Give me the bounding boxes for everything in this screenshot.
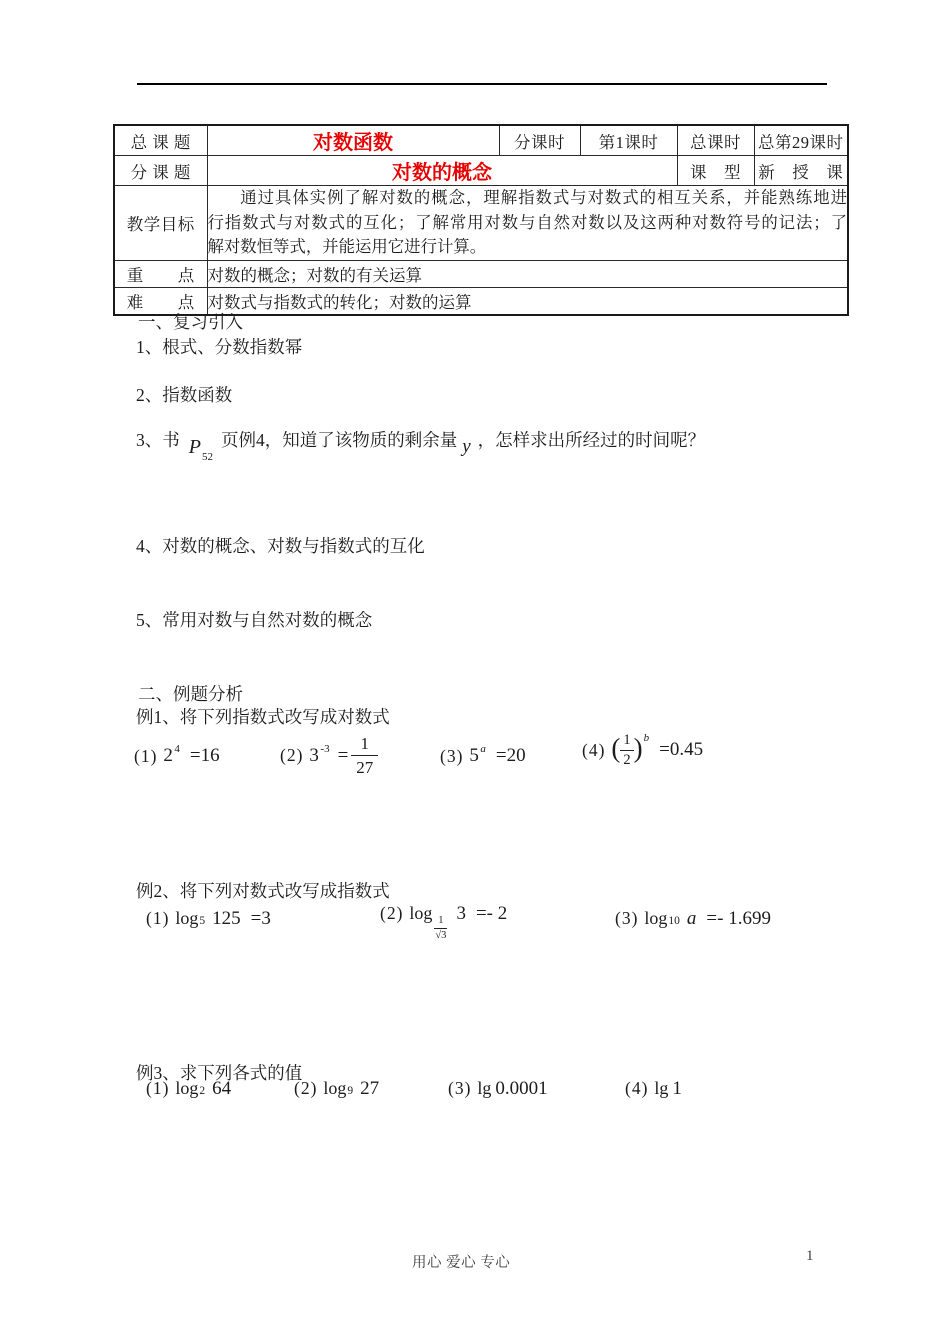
log-base: 9 — [347, 1085, 354, 1097]
table-row — [114, 186, 848, 261]
right-paren: ) — [633, 732, 643, 763]
right-hand-side: =16 — [189, 745, 220, 766]
example-2-title: 例2、将下列对数式改写成指数式 — [136, 881, 390, 901]
denominator: 27 — [351, 755, 378, 776]
argument: 125 — [212, 908, 241, 929]
variable-y: y — [462, 436, 471, 457]
argument: 27 — [360, 1078, 380, 1099]
base: 3 — [309, 744, 319, 766]
formula-ex1-3 — [440, 745, 526, 767]
footer-motto: 用心 爱心 专心 — [412, 1255, 511, 1271]
log-base: 2 — [199, 1085, 206, 1097]
log-function: log — [323, 1078, 347, 1098]
log-function: log — [644, 908, 668, 928]
right-hand-side: =- 1.699 — [706, 908, 771, 929]
total-topic-value: 对数函数 — [207, 125, 499, 156]
table-row — [114, 125, 848, 156]
log-base: 5 — [199, 915, 206, 927]
formula-ex1-1 — [134, 745, 220, 767]
difficulty-text: 对数式与指数式的转化；对数的运算 — [207, 288, 848, 315]
numerator: 1 — [438, 915, 444, 926]
right-hand-side: =0.45 — [659, 739, 704, 760]
item3-text-post: ，怎样求出所经过的时间呢？ — [477, 430, 706, 450]
formula-ex3-2 — [294, 1078, 379, 1100]
review-item-4: 4、对数的概念、对数与指数式的互化 — [136, 536, 425, 556]
lesson-type-value: 新 授 课 — [754, 156, 848, 186]
review-item-3 — [136, 427, 706, 463]
log-base-fraction — [434, 916, 447, 941]
exponent: -3 — [320, 742, 330, 755]
item3-text-mid: 页例4，知道了该物质的剩余量 — [220, 430, 458, 450]
total-topic-label: 总 课 题 — [114, 125, 207, 156]
formula-ex2-1 — [146, 908, 271, 930]
formula-ex2-2 — [380, 903, 508, 941]
total-period-value: 总第29课时 — [754, 125, 848, 156]
lesson-info-table — [113, 124, 849, 316]
sub-topic-label: 分 课 题 — [114, 156, 207, 186]
page-symbol-letter: P — [188, 436, 201, 458]
exponent: b — [643, 732, 650, 744]
exponent: a — [480, 743, 486, 755]
formula-ex1-4 — [582, 733, 703, 767]
formula-label: (2) — [294, 1078, 318, 1098]
review-item-5: 5、常用对数与自然对数的概念 — [136, 610, 373, 630]
formula-label: (1) — [134, 745, 158, 766]
table-row — [114, 156, 848, 186]
page-symbol — [188, 436, 213, 463]
formula-label: (2) — [280, 745, 304, 765]
base: 2 — [163, 745, 173, 766]
period-label: 分课时 — [499, 125, 580, 156]
header-rule — [137, 83, 827, 85]
sub-topic-value: 对数的概念 — [207, 156, 677, 186]
log-function: log — [409, 903, 433, 923]
keypoint-label: 重 点 — [114, 261, 207, 288]
argument: 3 — [456, 903, 466, 924]
page-symbol-subscript: 52 — [201, 451, 213, 463]
argument: 64 — [212, 1078, 232, 1099]
argument: 0.0001 — [495, 1078, 548, 1099]
page-number: 1 — [806, 1248, 814, 1264]
numerator: 1 — [623, 732, 631, 748]
formula-ex2-3 — [615, 908, 771, 930]
formula-label: (1) — [146, 1078, 170, 1098]
section-1-title: 一、复习引入 — [138, 312, 243, 332]
log-function: log — [175, 1078, 199, 1098]
left-paren: ( — [611, 732, 621, 763]
formula-label: (3) — [615, 908, 639, 928]
argument: 1 — [672, 1078, 682, 1099]
objectives-line: 解对数恒等式，并能运用它进行计算。 — [207, 237, 487, 257]
fraction — [351, 735, 378, 776]
exponent: 4 — [174, 743, 180, 755]
log-base: 10 — [668, 915, 680, 927]
objectives-label: 教学目标 — [114, 186, 207, 261]
section-2-title: 二、例题分析 — [138, 684, 243, 704]
log-function: lg — [477, 1078, 492, 1098]
fraction — [620, 733, 633, 767]
review-item-1: 1、根式、分数指数幂 — [136, 337, 303, 357]
objectives-line: 通过具体实例了解对数的概念，理解指数式与对数式的相互关系，并能熟练地进 — [240, 188, 847, 208]
keypoint-text: 对数的概念；对数的有关运算 — [207, 261, 848, 288]
formula-label: (4) — [625, 1078, 649, 1098]
denominator: √3 — [435, 929, 447, 941]
argument: a — [686, 908, 697, 929]
difficulty-label: 难 点 — [114, 288, 207, 315]
right-hand-side: =3 — [250, 908, 271, 929]
lesson-type-label: 课 型 — [677, 156, 754, 186]
period-value: 第1课时 — [580, 125, 677, 156]
formula-ex1-2 — [280, 735, 378, 776]
formula-label: (4) — [582, 739, 606, 760]
denominator: 2 — [620, 750, 633, 768]
formula-label: (1) — [146, 908, 170, 928]
equals-sign: = — [337, 744, 349, 766]
objectives-text — [207, 186, 848, 261]
formula-ex3-3 — [448, 1078, 548, 1100]
base: 5 — [469, 745, 479, 766]
log-function: log — [175, 908, 199, 928]
numerator: 1 — [360, 734, 370, 753]
review-item-2: 2、指数函数 — [136, 385, 233, 405]
formula-label: (3) — [448, 1078, 472, 1098]
formula-label: (3) — [440, 745, 464, 766]
total-period-label: 总课时 — [677, 125, 754, 156]
table-row — [114, 261, 848, 288]
example-1-title: 例1、将下列指数式改写成对数式 — [136, 707, 390, 727]
formula-ex3-4 — [625, 1078, 682, 1100]
formula-ex3-1 — [146, 1078, 231, 1100]
log-function: lg — [654, 1078, 669, 1098]
right-hand-side: =20 — [495, 745, 526, 766]
example-3-title: 例3、求下列各式的值 — [136, 1063, 303, 1083]
item3-text-pre: 3、书 — [136, 430, 180, 450]
formula-label: (2) — [380, 903, 404, 923]
right-hand-side: =- 2 — [475, 903, 508, 924]
objectives-line: 行指数式与对数式的互化；了解常用对数与自然对数以及这两种对数符号的记法；了 — [207, 212, 847, 232]
